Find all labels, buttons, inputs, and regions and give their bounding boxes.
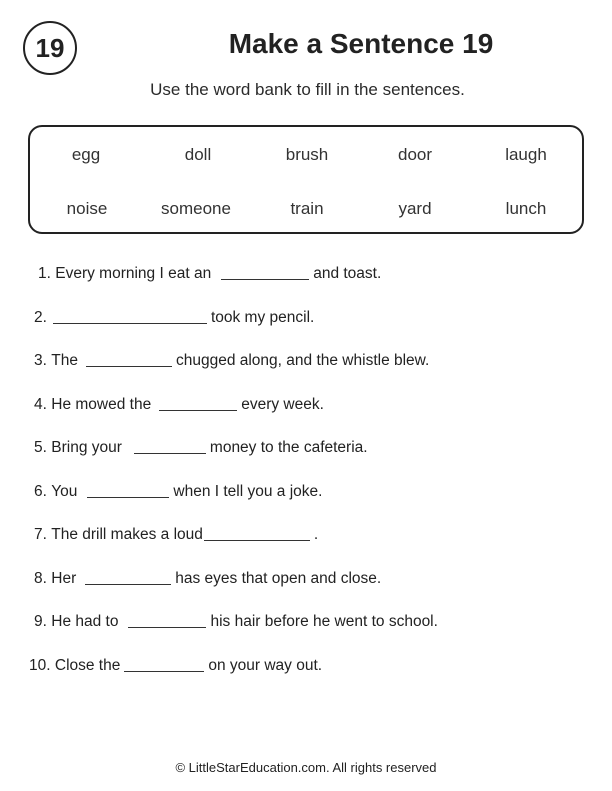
sentence-4: 4. He mowed the every week. bbox=[34, 396, 324, 413]
answer-blank[interactable] bbox=[204, 526, 310, 541]
sentence-5: 5. Bring your money to the cafeteria. bbox=[34, 439, 368, 456]
word-bank-word: egg bbox=[71, 145, 101, 164]
word-bank-word: train bbox=[290, 199, 324, 218]
answer-blank[interactable] bbox=[124, 657, 204, 672]
sentence-7: 7. The drill makes a loud . bbox=[34, 526, 319, 543]
answer-blank[interactable] bbox=[53, 309, 207, 324]
instructions: Use the word bank to fill in the sentences. bbox=[150, 80, 465, 99]
sentence-8: 8. Her has eyes that open and close. bbox=[34, 570, 382, 587]
word-bank-word: laugh bbox=[505, 145, 547, 164]
word-bank-word: doll bbox=[184, 145, 212, 164]
answer-blank[interactable] bbox=[221, 265, 309, 280]
word-bank bbox=[28, 125, 584, 234]
page-title: Make a Sentence 19 bbox=[228, 28, 494, 59]
word-bank-word: noise bbox=[66, 199, 108, 218]
answer-blank[interactable] bbox=[128, 613, 206, 628]
answer-blank[interactable] bbox=[87, 483, 169, 498]
sentence-1: 1. Every morning I eat an and toast. bbox=[38, 265, 382, 282]
badge-number: 19 bbox=[35, 32, 65, 63]
answer-blank[interactable] bbox=[134, 439, 206, 454]
footer-copyright: © LittleStarEducation.com. All rights reserved bbox=[175, 760, 437, 775]
sentence-10: 10. Close the on your way out. bbox=[29, 657, 323, 674]
word-bank-word: brush bbox=[285, 145, 329, 164]
answer-blank[interactable] bbox=[85, 570, 171, 585]
sentence-6: 6. You when I tell you a joke. bbox=[34, 483, 323, 500]
word-bank-word: yard bbox=[398, 199, 432, 218]
answer-blank[interactable] bbox=[86, 352, 172, 367]
sentence-2: 2. took my pencil. bbox=[34, 309, 315, 326]
number-badge bbox=[23, 21, 77, 75]
answer-blank[interactable] bbox=[159, 396, 237, 411]
sentence-3: 3. The chugged along, and the whistle blew. bbox=[34, 352, 430, 369]
sentence-9: 9. He had to his hair before he went to school. bbox=[34, 613, 438, 630]
word-bank-word: door bbox=[397, 145, 433, 164]
word-bank-word: someone bbox=[161, 199, 231, 218]
word-bank-word: lunch bbox=[505, 199, 547, 218]
